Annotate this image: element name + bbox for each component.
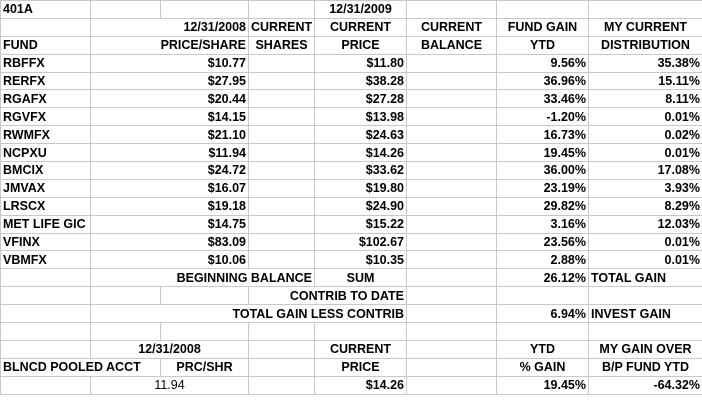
cell-fund-gain-ytd[interactable]: 23.19% (497, 179, 589, 197)
cell-price-2008[interactable]: $14.75 (91, 215, 249, 233)
cell-current-price-top[interactable]: CURRENT (315, 18, 407, 36)
cell-pooled-bp-fund-ytd[interactable]: B/P FUND YTD (589, 358, 702, 376)
cell[interactable] (497, 1, 589, 19)
cell-fund-name[interactable]: JMVAX (1, 179, 91, 197)
cell-balance-value[interactable] (407, 215, 497, 233)
cell-fund-name[interactable]: RBFFX (1, 54, 91, 72)
cell-balance-value[interactable] (407, 90, 497, 108)
cell-total-gain-label[interactable]: TOTAL GAIN (589, 269, 702, 287)
cell-distribution-value[interactable]: 3.93% (589, 179, 702, 197)
cell[interactable] (161, 287, 249, 305)
cell-balance-value[interactable] (407, 251, 497, 269)
cell-invest-gain-value[interactable]: 6.94% (497, 305, 589, 323)
cell-shares-value[interactable] (249, 251, 315, 269)
cell-shares-value[interactable] (249, 144, 315, 162)
cell-shares-value[interactable] (249, 179, 315, 197)
cell-balance-value[interactable] (407, 54, 497, 72)
cell[interactable] (497, 287, 589, 305)
cell-shares-value[interactable] (249, 215, 315, 233)
cell[interactable] (407, 1, 497, 19)
cell[interactable] (161, 323, 249, 341)
cell-fund-gain[interactable]: FUND GAIN (497, 18, 589, 36)
cell-distribution-value[interactable]: 0.01% (589, 144, 702, 162)
cell-shares-value[interactable] (249, 54, 315, 72)
cell[interactable] (1, 323, 91, 341)
cell-price-2009[interactable]: $24.90 (315, 197, 407, 215)
fund-row (1, 251, 702, 269)
cell-fund-gain-ytd[interactable]: 3.16% (497, 215, 589, 233)
fund-row (1, 54, 702, 72)
cell-shares-value[interactable] (249, 233, 315, 251)
cell[interactable] (1, 305, 91, 323)
cell-pooled-prc-shr[interactable]: PRC/SHR (161, 358, 249, 376)
cell-fund-gain-ytd[interactable]: 19.45% (497, 144, 589, 162)
cell-price-2009[interactable]: $13.98 (315, 108, 407, 126)
cell-fund-gain-ytd[interactable]: 36.96% (497, 72, 589, 90)
cell-shares-value[interactable] (249, 90, 315, 108)
cell-price-2009[interactable]: $102.67 (315, 233, 407, 251)
cell[interactable] (1, 269, 91, 287)
cell-fund-name[interactable]: RGVFX (1, 108, 91, 126)
row-empty (1, 323, 702, 341)
cell-fund-gain-ytd[interactable]: 16.73% (497, 126, 589, 144)
cell[interactable] (91, 287, 161, 305)
fund-row (1, 126, 702, 144)
cell-fund-name[interactable]: RERFX (1, 72, 91, 90)
cell-balance[interactable]: BALANCE (407, 36, 497, 54)
cell-pooled-price[interactable]: PRICE (315, 358, 407, 376)
cell-distribution-value[interactable]: 0.01% (589, 108, 702, 126)
cell[interactable] (407, 376, 497, 394)
cell-date-2008[interactable]: 12/31/2008 (91, 18, 249, 36)
row-pooled-values (1, 376, 702, 394)
cell-fund-gain-ytd[interactable]: 36.00% (497, 162, 589, 180)
cell[interactable] (1, 340, 91, 358)
cell[interactable] (1, 376, 91, 394)
cell-fund-name[interactable]: LRSCX (1, 197, 91, 215)
cell-price-2008[interactable]: $10.77 (91, 54, 249, 72)
cell-price-2009[interactable]: $27.28 (315, 90, 407, 108)
cell-current-shares-top[interactable]: CURRENT (249, 18, 315, 36)
cell[interactable] (1, 18, 91, 36)
fund-row (1, 90, 702, 108)
cell-total-gain-less-contrib[interactable]: TOTAL GAIN LESS CONTRIB (91, 305, 407, 323)
cell-balance-value[interactable] (407, 233, 497, 251)
cell-distribution[interactable]: DISTRIBUTION (589, 36, 702, 54)
cell-balance-value[interactable] (407, 126, 497, 144)
cell[interactable] (407, 358, 497, 376)
cell-price-2009[interactable]: $15.22 (315, 215, 407, 233)
cell[interactable] (589, 1, 702, 19)
cell-price-2008[interactable]: $27.95 (91, 72, 249, 90)
cell-balance-value[interactable] (407, 144, 497, 162)
cell[interactable] (91, 1, 161, 19)
cell-distribution-value[interactable]: 0.01% (589, 233, 702, 251)
fund-row (1, 179, 702, 197)
cell[interactable] (407, 340, 497, 358)
row-beginning-balance (1, 269, 702, 287)
cell-balance-value[interactable] (407, 72, 497, 90)
cell[interactable] (161, 1, 249, 19)
cell-my-current[interactable]: MY CURRENT (589, 18, 702, 36)
cell-title[interactable]: 401A (1, 1, 91, 19)
cell[interactable] (249, 323, 315, 341)
cell-price-2008[interactable]: $83.09 (91, 233, 249, 251)
cell[interactable] (249, 358, 315, 376)
cell-pooled-value-2008[interactable]: 11.94 (91, 376, 249, 394)
cell-fund-name[interactable]: NCPXU (1, 144, 91, 162)
cell[interactable] (249, 340, 315, 358)
cell-fund-name[interactable]: RWMFX (1, 126, 91, 144)
cell-total-gain-value[interactable]: 26.12% (497, 269, 589, 287)
cell-price-2009[interactable]: $19.80 (315, 179, 407, 197)
cell-invest-gain-label[interactable]: INVEST GAIN (589, 305, 702, 323)
fund-row (1, 233, 702, 251)
fund-row (1, 215, 702, 233)
cell-fund-header[interactable]: FUND (1, 36, 91, 54)
row-title (1, 1, 702, 19)
cell-balance-value[interactable] (407, 197, 497, 215)
cell-shares-value[interactable] (249, 126, 315, 144)
cell-price-2008[interactable]: $21.10 (91, 126, 249, 144)
cell-distribution-value[interactable]: 12.03% (589, 215, 702, 233)
cell-price-2009[interactable]: $11.80 (315, 54, 407, 72)
cell-distribution-value[interactable]: 8.29% (589, 197, 702, 215)
cell-fund-gain-ytd[interactable]: 29.82% (497, 197, 589, 215)
cell[interactable] (249, 376, 315, 394)
cell[interactable] (407, 305, 497, 323)
cell[interactable] (315, 323, 407, 341)
row-header-1 (1, 18, 702, 36)
cell-pooled-my-gain-over[interactable]: MY GAIN OVER (589, 340, 702, 358)
fund-rows (1, 54, 702, 269)
fund-row (1, 72, 702, 90)
fund-row (1, 197, 702, 215)
cell-price-2008[interactable]: $24.72 (91, 162, 249, 180)
cell-price-2009[interactable]: $24.63 (315, 126, 407, 144)
cell-price-2008[interactable]: $11.94 (91, 144, 249, 162)
row-contrib (1, 287, 702, 305)
cell-balance-value[interactable] (407, 179, 497, 197)
cell-price-2008[interactable]: $16.07 (91, 179, 249, 197)
cell-distribution-value[interactable]: 15.11% (589, 72, 702, 90)
cell-current-balance-top[interactable]: CURRENT (407, 18, 497, 36)
cell[interactable] (91, 323, 161, 341)
cell-fund-gain-ytd[interactable]: 23.56% (497, 233, 589, 251)
cell-distribution-value[interactable]: 8.11% (589, 90, 702, 108)
cell-price-2009[interactable]: $38.28 (315, 72, 407, 90)
cell-price-2008[interactable]: $19.18 (91, 197, 249, 215)
cell-pooled-value-ytd[interactable]: 19.45% (497, 376, 589, 394)
cell-price-2008[interactable]: $20.44 (91, 90, 249, 108)
fund-row (1, 108, 702, 126)
cell-fund-name[interactable]: BMCIX (1, 162, 91, 180)
cell[interactable] (407, 269, 497, 287)
cell-price[interactable]: PRICE (315, 36, 407, 54)
cell-fund-gain-ytd[interactable]: 9.56% (497, 54, 589, 72)
cell[interactable] (407, 287, 497, 305)
cell-distribution-value[interactable]: 35.38% (589, 54, 702, 72)
cell-distribution-value[interactable]: 17.08% (589, 162, 702, 180)
row-total-gain-less-contrib (1, 305, 702, 323)
cell[interactable] (589, 323, 702, 341)
summary-body (1, 269, 702, 394)
cell-date-2009[interactable]: 12/31/2009 (315, 1, 407, 19)
cell-pooled-date-2008[interactable]: 12/31/2008 (91, 340, 249, 358)
cell[interactable] (589, 287, 702, 305)
cell-ytd[interactable]: YTD (497, 36, 589, 54)
cell-price-2008[interactable]: $14.15 (91, 108, 249, 126)
cell-fund-name[interactable]: VBMFX (1, 251, 91, 269)
row-header-2 (1, 36, 702, 54)
cell-price-2009[interactable]: $10.35 (315, 251, 407, 269)
cell-shares-value[interactable] (249, 108, 315, 126)
cell-pooled-pct-gain[interactable]: % GAIN (497, 358, 589, 376)
cell-fund-gain-ytd[interactable]: 2.88% (497, 251, 589, 269)
cell-distribution-value[interactable]: 0.01% (589, 251, 702, 269)
cell-price-2009[interactable]: $14.26 (315, 144, 407, 162)
cell[interactable] (497, 323, 589, 341)
cell-balance-value[interactable] (407, 162, 497, 180)
fund-row (1, 144, 702, 162)
row-pooled-header-2 (1, 358, 702, 376)
grid-body (1, 1, 702, 55)
cell-fund-name[interactable]: MET LIFE GIC (1, 215, 91, 233)
cell[interactable] (249, 1, 315, 19)
cell-beginning-balance[interactable]: BEGINNING BALANCE (91, 269, 315, 287)
cell-shares-value[interactable] (249, 197, 315, 215)
cell-sum[interactable]: SUM (315, 269, 407, 287)
cell-shares-value[interactable] (249, 162, 315, 180)
cell[interactable] (1, 287, 91, 305)
cell-pooled-current[interactable]: CURRENT (315, 340, 407, 358)
cell-fund-gain-ytd[interactable]: -1.20% (497, 108, 589, 126)
cell-price-2008[interactable]: $10.06 (91, 251, 249, 269)
cell-price-2009[interactable]: $33.62 (315, 162, 407, 180)
cell-distribution-value[interactable]: 0.02% (589, 126, 702, 144)
cell-fund-name[interactable]: RGAFX (1, 90, 91, 108)
cell-pooled-account[interactable]: BLNCD POOLED ACCT (1, 358, 161, 376)
cell-price-share[interactable]: PRICE/SHARE (91, 36, 249, 54)
row-pooled-header-1 (1, 340, 702, 358)
cell[interactable] (407, 323, 497, 341)
cell-contrib-to-date[interactable]: CONTRIB TO DATE (249, 287, 407, 305)
cell-shares[interactable]: SHARES (249, 36, 315, 54)
cell-shares-value[interactable] (249, 72, 315, 90)
cell-pooled-value-current[interactable]: $14.26 (315, 376, 407, 394)
cell-fund-name[interactable]: VFINX (1, 233, 91, 251)
cell-fund-gain-ytd[interactable]: 33.46% (497, 90, 589, 108)
cell-pooled-ytd[interactable]: YTD (497, 340, 589, 358)
cell-balance-value[interactable] (407, 108, 497, 126)
fund-row (1, 162, 702, 180)
cell-pooled-value-gain-over[interactable]: -64.32% (589, 376, 702, 394)
